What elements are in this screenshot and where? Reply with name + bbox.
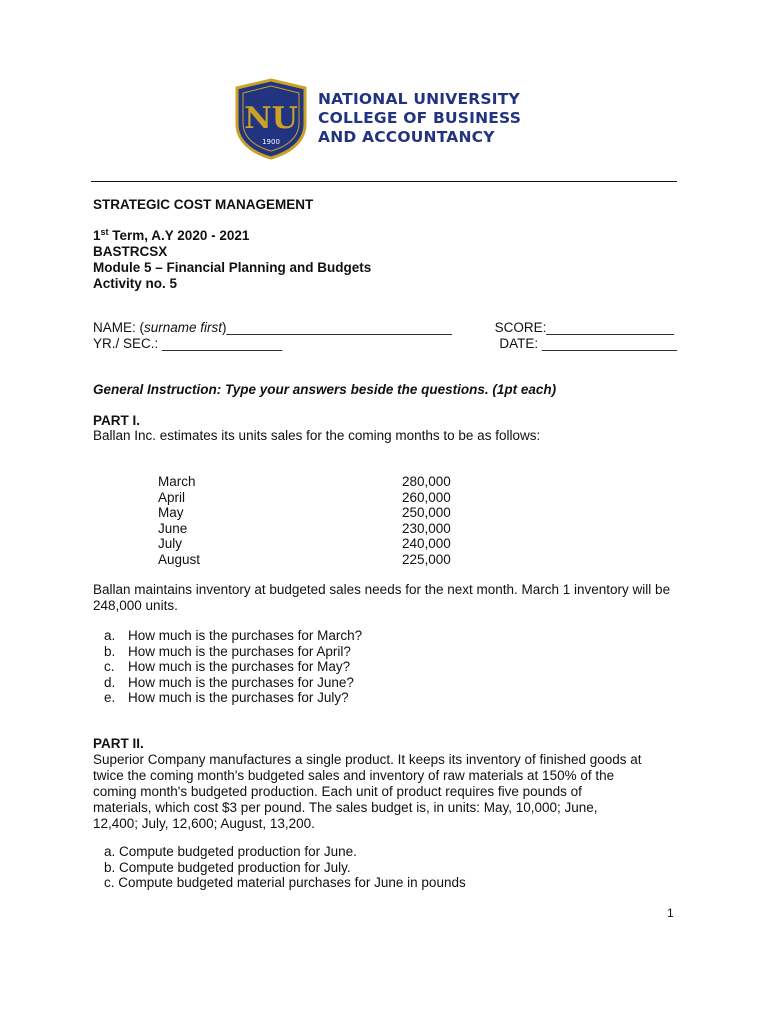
score-field[interactable]: SCORE:_________________ <box>494 320 674 335</box>
problem-line: 12,400; July, 12,600; August, 13,200. <box>93 816 315 831</box>
part2-heading: PART II. <box>93 736 144 751</box>
question-item: a. Compute budgeted production for June. <box>104 844 357 859</box>
name-field[interactable]: NAME: (surname first)______________________________ <box>93 320 452 335</box>
question-item: c. Compute budgeted material purchases for June in pounds <box>104 875 466 890</box>
svg-text:NU: NU <box>244 101 298 136</box>
question-item: e. How much is the purchases for July? <box>104 690 349 705</box>
sales-table <box>158 474 482 567</box>
course-title: STRATEGIC COST MANAGEMENT <box>93 197 314 212</box>
name-score-row <box>93 320 677 336</box>
question-item: d. How much is the purchases for June? <box>104 674 354 690</box>
sales-row: April 260,000 <box>158 489 451 505</box>
sales-row: August 225,000 <box>158 551 451 567</box>
question-item: c. How much is the purchases for May? <box>104 659 351 674</box>
sales-row: March 280,000 <box>158 474 451 489</box>
problem-line: coming month's budgeted production. Each unit of product requires five pounds of <box>93 784 582 799</box>
date-field[interactable]: DATE: __________________ <box>499 336 677 351</box>
part1-inventory-note: Ballan maintains inventory at budgeted sales needs for the next month. March 1 inventory will be 248,000 units. <box>93 582 671 613</box>
part2-questions <box>104 844 466 891</box>
institution-line-1: NATIONAL UNIVERSITY <box>318 90 520 108</box>
part1-questions <box>104 628 362 706</box>
part2-problem-text <box>93 752 683 832</box>
university-seal-logo <box>233 78 309 160</box>
header-divider <box>91 181 677 182</box>
term-line: 1st Term, A.Y 2020 - 2021 <box>93 227 250 243</box>
yr-date-row <box>93 336 677 352</box>
yr-sec-field[interactable]: YR./ SEC.: ________________ <box>93 336 283 351</box>
course-code: BASTRCSX <box>93 244 168 259</box>
sales-row: June 230,000 <box>158 520 451 536</box>
page-number: 1 <box>667 906 674 920</box>
problem-line: Superior Company manufactures a single product. It keeps its inventory of finished goods at <box>93 752 642 767</box>
problem-line: twice the coming month's budgeted sales and inventory of raw materials at 150% of the <box>93 768 615 783</box>
module-title: Module 5 – Financial Planning and Budgets <box>93 260 372 275</box>
institution-line-3: AND ACCOUNTANCY <box>318 128 495 146</box>
part1-intro: Ballan Inc. estimates its units sales for the coming months to be as follows: <box>93 428 541 443</box>
general-instruction: General Instruction: Type your answers beside the questions. (1pt each) <box>93 382 557 397</box>
question-item: b. How much is the purchases for April? <box>104 643 351 659</box>
question-item: a. How much is the purchases for March? <box>104 628 363 643</box>
activity-number: Activity no. 5 <box>93 276 178 291</box>
svg-text:1900: 1900 <box>262 138 280 146</box>
institution-name <box>318 90 558 147</box>
course-info <box>93 228 371 292</box>
part1-heading: PART I. <box>93 413 140 428</box>
institution-line-2: COLLEGE OF BUSINESS <box>318 109 522 127</box>
problem-line: materials, which cost $3 per pound. The sales budget is, in units: May, 10,000; June, <box>93 800 598 815</box>
sales-row: May 250,000 <box>158 505 451 520</box>
question-item: b. Compute budgeted production for July. <box>104 859 351 875</box>
sales-row: July 240,000 <box>158 536 451 551</box>
